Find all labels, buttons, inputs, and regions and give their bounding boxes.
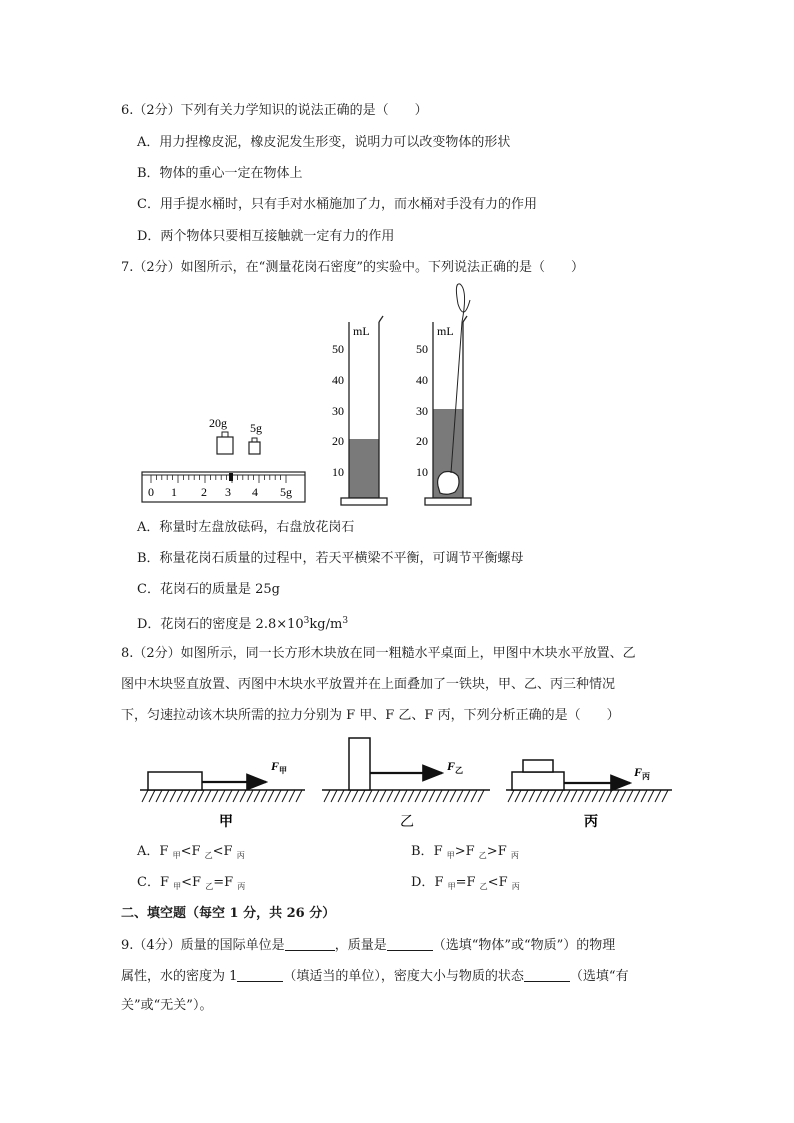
ground-hatch [282,790,288,802]
blank-4[interactable] [524,967,570,982]
caption-bing: 丙 [584,815,598,830]
blank-3[interactable] [237,967,283,982]
ground-hatch [529,790,535,802]
ground-hatch [536,790,542,802]
cyl2-tick-20: 20 [416,434,428,448]
ground-hatch [191,790,197,802]
balance-scale [142,472,305,502]
ground-hatch [436,790,442,802]
ground-hatch [233,790,239,802]
q8-figure [140,732,680,832]
ground-hatch [585,790,591,802]
scale-label-3: 3 [225,485,231,499]
ground-hatch [457,790,463,802]
ground-hatch [641,790,647,802]
ground-hatch [261,790,267,802]
q8-option-c: C．F $_甲$<F $_乙$=F $_丙$ [137,875,246,891]
q6-stem: 6.（2分）下列有关力学知识的说法正确的是（ ） [121,103,428,118]
weight-5g-label: 5g [250,421,262,435]
ground-hatch [170,790,176,802]
blank-2[interactable] [387,936,433,951]
section-title: 二、填空题（每空 1 分，共 26 分） [121,906,336,921]
ground-hatch [268,790,274,802]
ground-hatch [592,790,598,802]
block-horizontal-with-iron [512,772,564,790]
ground-hatch [219,790,225,802]
ground-hatch [352,790,358,802]
q8-option-b: B．F $_甲$>F $_乙$>F $_丙$ [411,844,519,860]
ground-hatch [401,790,407,802]
cyl2-tick-40: 40 [416,373,428,387]
cyl1-tick-30: 30 [332,404,344,418]
ground-hatch [394,790,400,802]
ground-hatch [543,790,549,802]
weight-20g-label: 20g [209,416,227,430]
ground-hatch [606,790,612,802]
ground-hatch [634,790,640,802]
ground-hatch [275,790,281,802]
blank-1[interactable] [285,936,335,951]
ground-hatch [226,790,232,802]
ground-hatch [212,790,218,802]
scale-label-1: 1 [171,485,177,499]
scale-label-4: 4 [252,485,258,499]
caption-yi: 乙 [400,815,414,830]
ground-hatch [620,790,626,802]
ground-hatch [345,790,351,802]
ground-hatch [324,790,330,802]
cyl2-unit: mL [437,324,454,338]
q6-option-a: A．用力捏橡皮泥，橡皮泥发生形变，说明力可以改变物体的形状 [137,135,511,150]
q6-option-d: D．两个物体只要相互接触就一定有力的作用 [137,229,395,244]
ground-hatch [338,790,344,802]
q9-line-3: 关”或“无关”）。 [121,998,213,1013]
cyl1-liquid [349,439,379,498]
ground-hatch [149,790,155,802]
block-vertical [349,738,370,790]
ground-hatch [163,790,169,802]
ground-hatch [578,790,584,802]
ground-hatch [515,790,521,802]
ground-hatch [289,790,295,802]
cyl1-tick-10: 10 [332,465,344,479]
cyl1-tick-40: 40 [332,373,344,387]
ground-hatch [557,790,563,802]
rock-icon [438,472,459,495]
cyl2-tick-30: 30 [416,404,428,418]
cyl2-tick-10: 10 [416,465,428,479]
ground-hatch [254,790,260,802]
weight-20g-icon [217,432,233,454]
q8-stem-line-3: 下，匀速拉动该木块所需的拉力分别为 F 甲、F 乙、F 丙，下列分析正确的是（ ） [121,708,620,723]
scale-label-0: 0 [148,485,154,499]
ground-hatch [387,790,393,802]
ground-hatch [240,790,246,802]
scale-label-5g: 5g [280,485,292,499]
ground-hatch [571,790,577,802]
ground-hatch [522,790,528,802]
ground-hatch [380,790,386,802]
ground-hatch [613,790,619,802]
block-horizontal [148,772,202,790]
ground-hatch [247,790,253,802]
ground-hatch [627,790,633,802]
q8-stem-line-1: 8.（2分）如图所示，同一长方形木块放在同一粗糙水平桌面上，甲图中木块水平放置、乙 [121,646,636,661]
q8-stem-line-2: 图中木块竖直放置、丙图中木块水平放置并在上面叠加了一铁块，甲、乙、丙三种情况 [121,677,616,692]
caption-jia: 甲 [219,815,233,830]
ground-hatch [648,790,654,802]
q7-option-a: A．称量时左盘放砝码，右盘放花岗石 [137,520,355,535]
weight-5g-icon [249,438,260,454]
ground-hatch [599,790,605,802]
cyl2-tick-50: 50 [416,342,428,356]
ground-hatch [662,790,668,802]
diagram-jia [140,759,305,830]
graduated-cylinder-2 [416,284,471,505]
q7-option-c: C．花岗石的质量是 25g [137,582,280,597]
cyl1-tick-20: 20 [332,434,344,448]
ground-hatch [464,790,470,802]
ground-hatch [564,790,570,802]
ground-hatch [184,790,190,802]
cyl1-unit: mL [353,324,370,338]
ground-hatch [655,790,661,802]
q8-option-d: D．F $_甲$=F $_乙$<F $_丙$ [411,875,520,891]
q7-option-d: D．花岗石的密度是 $2.8\times 10^3kg/m^3$ [137,616,349,632]
ground-hatch [331,790,337,802]
force-label-jia: $F_甲$ [271,759,288,775]
ground-hatch [373,790,379,802]
ground-hatch [366,790,372,802]
ground-hatch [359,790,365,802]
ground-hatch [471,790,477,802]
force-label-bing: $F_丙$ [634,765,651,781]
ground-hatch [450,790,456,802]
ground-hatch [443,790,449,802]
q7-option-b: B．称量花岗石质量的过程中，若天平横梁不平衡，可调节平衡螺母 [137,551,524,566]
ground-hatch [205,790,211,802]
q6-option-b: B．物体的重心一定在物体上 [137,166,303,181]
q9-line-1: 9.（4分）质量的国际单位是 ，质量是 （选填“物体”或“物质”）的物理 [121,938,616,953]
cyl1-tick-50: 50 [332,342,344,356]
q7-figure [138,282,498,512]
ground-hatch [177,790,183,802]
force-label-yi: $F_乙$ [447,759,464,775]
ground-hatch [550,790,556,802]
ground-hatch [142,790,148,802]
graduated-cylinder-1 [332,316,387,505]
ground-hatch [415,790,421,802]
ground-hatch [156,790,162,802]
q8-option-a: A．F $_甲$<F $_乙$<F $_丙$ [137,844,245,860]
ground-hatch [478,790,484,802]
diagram-yi [322,738,490,830]
q6-option-c: C．用手提水桶时，只有手对水桶施加了力，而水桶对手没有力的作用 [137,197,537,212]
ground-hatch [508,790,514,802]
ground-hatch [429,790,435,802]
ground-hatch [408,790,414,802]
diagram-bing [506,760,672,830]
ground-hatch [296,790,302,802]
scale-label-2: 2 [201,485,207,499]
iron-block [523,760,553,772]
ground-hatch [422,790,428,802]
ground-hatch [198,790,204,802]
q9-line-2: 属性，水的密度为 1 （填适当的单位），密度大小与物质的状态 （选填“有 [121,969,629,984]
q7-stem: 7.（2分）如图所示，在“测量花岗石密度”的实验中。下列说法正确的是（ ） [121,260,584,275]
